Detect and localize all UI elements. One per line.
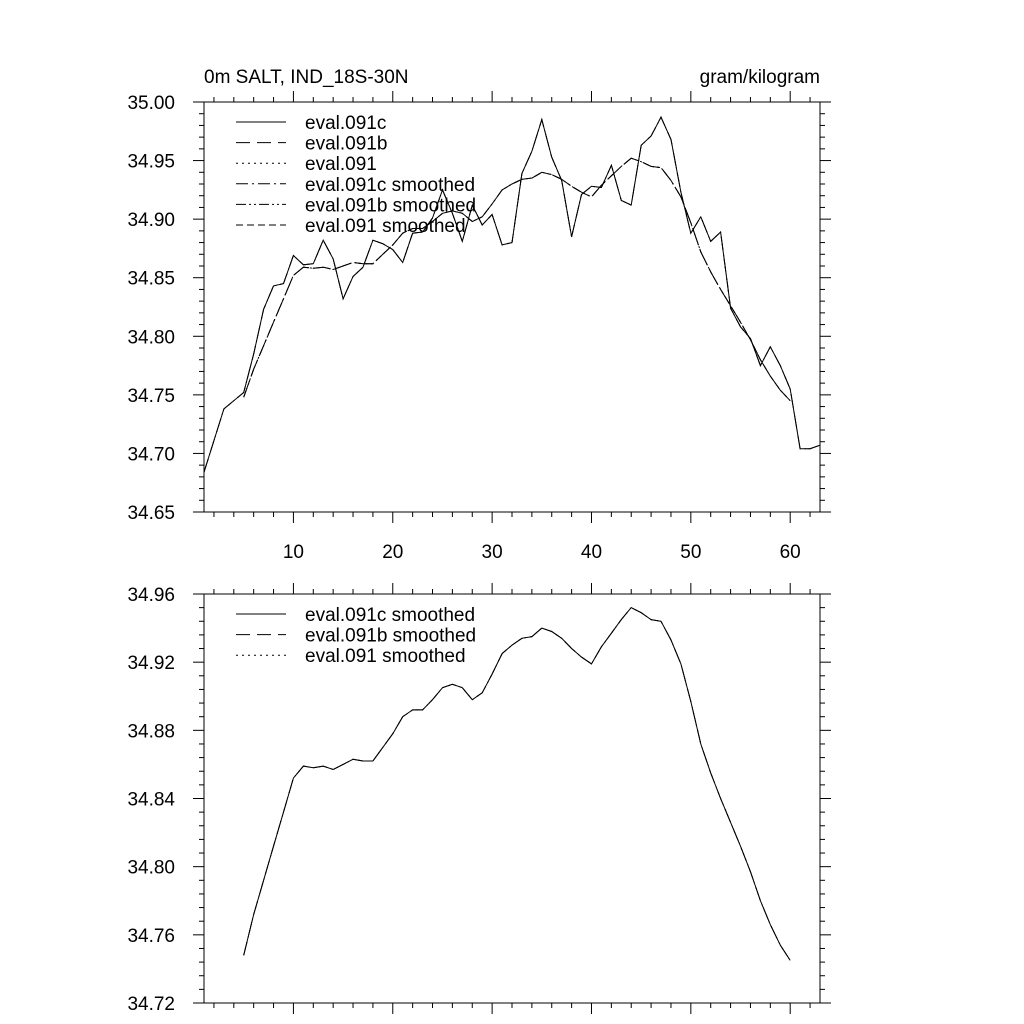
series-line xyxy=(204,117,820,472)
x-tick-label: 30 xyxy=(481,542,503,563)
y-tick-label: 34.80 xyxy=(127,857,175,879)
legend-label: eval.091c smoothed xyxy=(305,605,476,626)
y-tick-label: 34.80 xyxy=(127,327,175,349)
y-tick-label: 34.85 xyxy=(127,268,175,290)
series-line xyxy=(204,117,820,472)
y-tick-label: 34.72 xyxy=(127,994,175,1015)
title-left: 0m SALT, IND_18S-30N xyxy=(204,67,409,88)
y-tick-label: 35.00 xyxy=(127,93,175,114)
data-lines xyxy=(204,117,820,472)
legend xyxy=(236,113,476,237)
title-right: gram/kilogram xyxy=(699,67,820,88)
y-tick-label: 34.76 xyxy=(127,925,175,947)
axis-ticks xyxy=(193,91,831,523)
legend xyxy=(236,605,476,667)
y-tick-label: 34.65 xyxy=(127,503,175,524)
legend-label: eval.091b smoothed xyxy=(305,195,477,217)
x-tick-label: 60 xyxy=(779,542,801,563)
legend-label: eval.091b smoothed xyxy=(305,625,477,647)
axis-ticks xyxy=(193,583,831,1014)
y-tick-label: 34.92 xyxy=(127,653,175,675)
legend-label: eval.091c xyxy=(305,113,387,134)
y-tick-label: 34.84 xyxy=(127,789,175,811)
series-line xyxy=(204,117,820,472)
plot-frame xyxy=(204,594,820,1003)
x-tick-label: 40 xyxy=(580,542,603,563)
legend-label: eval.091 smoothed xyxy=(305,646,466,668)
plot-frame xyxy=(204,102,820,512)
legend-label: eval.091b xyxy=(305,133,388,155)
axis-tick-labels xyxy=(127,585,175,1015)
y-tick-label: 34.70 xyxy=(127,444,175,466)
salinity-panel-top xyxy=(127,67,831,563)
y-tick-label: 34.96 xyxy=(127,585,175,606)
legend-label: eval.091 xyxy=(305,154,377,176)
y-tick-label: 34.90 xyxy=(127,210,175,232)
x-tick-label: 20 xyxy=(382,542,404,563)
y-tick-label: 34.75 xyxy=(127,385,175,407)
y-tick-label: 34.95 xyxy=(127,151,175,173)
axis-tick-labels xyxy=(127,93,800,563)
legend-label: eval.091c smoothed xyxy=(305,174,476,196)
x-tick-label: 50 xyxy=(680,542,702,563)
salinity-panel-bottom xyxy=(127,583,831,1015)
y-tick-label: 34.88 xyxy=(127,721,175,743)
legend-label: eval.091 smoothed xyxy=(305,216,466,237)
x-tick-label: 10 xyxy=(282,542,304,563)
